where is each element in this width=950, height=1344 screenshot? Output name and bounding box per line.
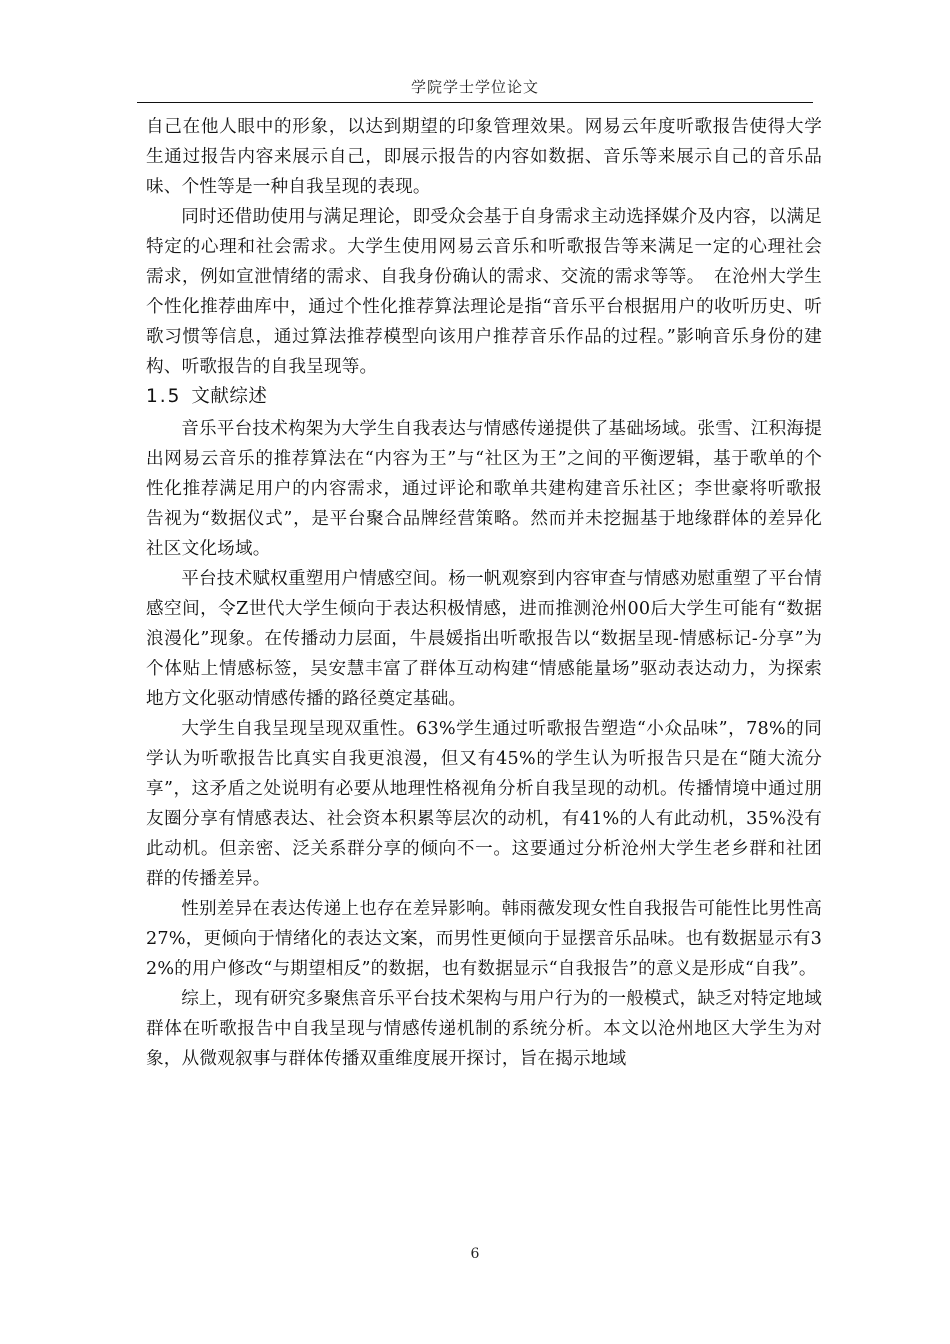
body-text [146,112,822,1074]
running-header: 学院学士学位论文 [410,78,539,96]
paragraph-6: 性别差异在表达传递上也存在差异影响。韩雨薇发现女性自我报告可能性比男性高27%，更倾向于情绪化的表达文案，而男性更倾向于显摆音乐品味。也有数据显示有32%的用户修改“与期望相反”的数据，也有数据显示“自我报告”的意义是形成“自我”。 [146,899,822,979]
paragraph-1: 自己在他人眼中的形象，以达到期望的印象管理效果。网易云年度听歌报告使得大学生通过报告内容来展示自己，即展示报告的内容如数据、音乐等来展示自己的音乐品味、个性等是一种自我呈现的表现。 [146,117,822,197]
paragraph-2: 同时还借助使用与满足理论，即受众会基于自身需求主动选择媒介及内容，以满足特定的心理和社会需求。大学生使用网易云音乐和听歌报告等来满足一定的心理社会需求，例如宣泄情绪的需求、自我身份确认的需求、交流的需求等等。 在沧州大学生个性化推荐曲库中，通过个性化推荐算法理论是指“音乐平台根据用户的收听历史、听歌习惯等信息，通过算法推荐模型向该用户推荐音乐作品的过程。”影响音乐身份的建构、听歌报告的自我呈现等。 [146,207,822,377]
paragraph-5: 大学生自我呈现呈现双重性。63%学生通过听歌报告塑造“小众品味”，78%的同学认为听歌报告比真实自我更浪漫，但又有45%的学生认为听报告只是在“随大流分享”，这矛盾之处说明有必要从地理性格视角分析自我呈现的动机。传播情境中通过朋友圈分享有情感表达、社会资本积累等层次的动机，有41%的人有此动机，35%没有此动机。但亲密、泛关系群分享的倾向不一。这要通过分析沧州大学生老乡群和社团群的传播差异。 [146,719,822,889]
section-number: 1.5 [146,386,182,407]
paragraph-3: 音乐平台技术构架为大学生自我表达与情感传递提供了基础场域。张雪、江积海提出网易云音乐的推荐算法在“内容为王”与“社区为王”之间的平衡逻辑，基于歌单的个性化推荐满足用户的内容需求，通过评论和歌单共建构建音乐社区；李世豪将听歌报告视为“数据仪式”，是平台聚合品牌经营策略。然而并未挖掘基于地缘群体的差异化社区文化场域。 [146,419,822,559]
header-rule [137,102,813,103]
paragraph-7: 综上，现有研究多聚焦音乐平台技术架构与用户行为的一般模式，缺乏对特定地域群体在听歌报告中自我呈现与情感传递机制的系统分析。本文以沧州地区大学生为对象，从微观叙事与群体传播双重维度展开探讨，旨在揭示地域 [146,989,822,1069]
page-number: 6 [470,1246,480,1262]
section-heading [146,383,822,411]
paragraph-4: 平台技术赋权重塑用户情感空间。杨一帆观察到内容审查与情感劝慰重塑了平台情感空间，令Z世代大学生倾向于表达积极情感，进而推测沧州00后大学生可能有“数据浪漫化”现象。在传播动力层面，牛晨媛指出听歌报告以“数据呈现-情感标记-分享”为个体贴上情感标签，吴安慧丰富了群体互动构建“情感能量场”驱动表达动力，为探索地方文化驱动情感传播的路径奠定基础。 [146,569,822,709]
section-title: 文献综述 [191,386,268,407]
